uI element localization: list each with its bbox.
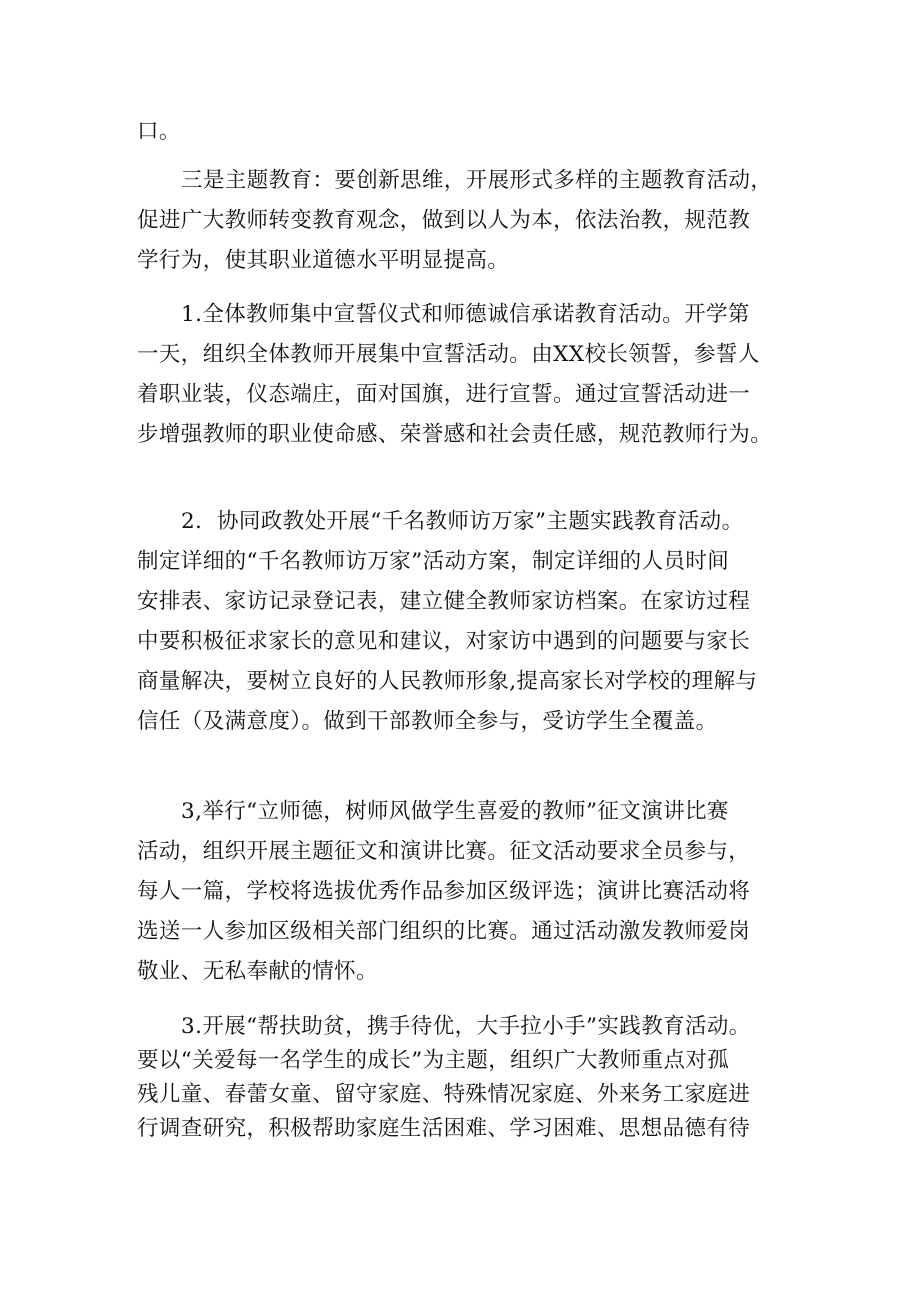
text-line: 着职业装，仪态端庄，面对国旗，进行宣誓。通过宣誓活动进一 <box>137 382 751 407</box>
text-line: 2．协同政教处开展“千名教师访万家”主题实践教育活动。 <box>181 509 744 534</box>
text-line: 制定详细的“千名教师访万家”活动方案，制定详细的人员时间 <box>137 549 730 574</box>
text-line: 信任（及满意度）。做到干部教师全参与，受访学生全覆盖。 <box>137 709 718 734</box>
text-line: 口。 <box>137 119 181 144</box>
text-line: 安排表、家访记录登记表，建立健全教师家访档案。在家访过程 <box>137 589 751 614</box>
paragraph-home-visits <box>137 502 797 742</box>
text-line: 学行为，使其职业道德水平明显提高。 <box>137 248 510 273</box>
text-line: 要以“关爱每一名学生的成长”为主题，组织广大教师重点对孤 <box>137 1048 730 1073</box>
text-line: 商量解决，要树立良好的人民教师形象,提高家长对学校的理解与 <box>137 669 758 694</box>
text-line: 每人一篇，学校将选拔优秀作品参加区级评选；演讲比赛活动将 <box>137 879 751 904</box>
text-line: 1.全体教师集中宣誓仪式和师德诚信承诺教育活动。开学第 <box>181 302 750 327</box>
text-line: 敬业、无私奉献的情怀。 <box>137 959 378 984</box>
text-line: 活动，组织开展主题征文和演讲比赛。征文活动要求全员参与， <box>137 839 751 864</box>
text-line: 3.开展“帮扶助贫，携手待优，大手拉小手”实践教育活动。 <box>181 1014 751 1039</box>
text-line: 步增强教师的职业使命感、荣誉感和社会责任感，规范教师行为。 <box>137 422 773 447</box>
paragraph-essay-speech-contest <box>137 792 797 992</box>
text-line: 促进广大教师转变教育观念，做到以人为本，依法治教，规范教 <box>137 208 751 233</box>
paragraph-helping-students <box>137 1010 797 1146</box>
paragraph-continuation <box>137 112 797 152</box>
text-line: 三是主题教育：要创新思维，开展形式多样的主题教育活动， <box>181 168 773 193</box>
text-line: 选送一人参加区级相关部门组织的比赛。通过活动激发教师爱岗 <box>137 919 751 944</box>
paragraph-theme-education <box>137 161 797 281</box>
text-line: 行调查研究，积极帮助家庭生活困难、学习困难、思想品德有待 <box>137 1116 751 1141</box>
text-line: 中要积极征求家长的意见和建议，对家访中遇到的问题要与家长 <box>137 629 751 654</box>
paragraph-oath-ceremony <box>137 295 797 455</box>
text-line: 3,举行“立师德，树师风做学生喜爱的教师”征文演讲比赛 <box>181 799 729 824</box>
text-line: 一天，组织全体教师开展集中宣誓活动。由XX校长领誓，参誓人 <box>137 342 760 367</box>
text-line: 残儿童、春蕾女童、留守家庭、特殊情况家庭、外来务工家庭进 <box>137 1082 751 1107</box>
